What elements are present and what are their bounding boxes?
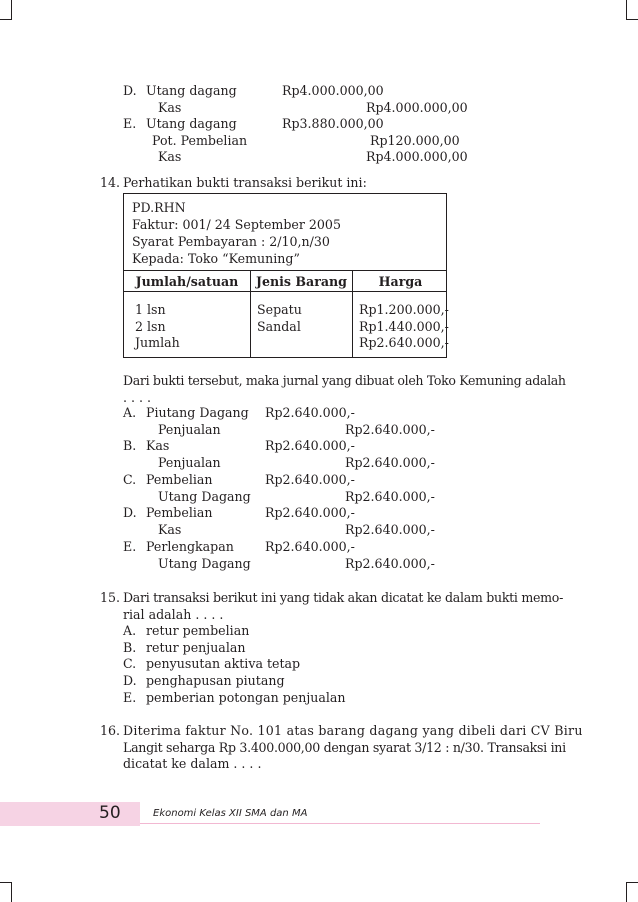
q14-d-credit-amount: Rp2.640.000,- [345, 522, 435, 537]
invoice-row-qty: 2 lsn [135, 319, 166, 334]
q14-stem-line1: Dari bukti tersebut, maka jurnal yang dibuat oleh Toko Kemuning adalah [123, 373, 566, 388]
q14-b-letter: B. [123, 438, 137, 453]
invoice-row-qty: 1 lsn [135, 302, 166, 317]
invoice-header-price: Harga [378, 274, 423, 289]
invoice-row-price: Rp1.200.000,- [359, 302, 449, 317]
crop-mark-bottom-left-h [0, 882, 12, 883]
invoice-header-top-rule [124, 270, 446, 271]
q14-a-credit-amount: Rp2.640.000,- [345, 422, 435, 437]
q13-d-credit-account: Kas [158, 100, 182, 115]
q14-b-credit: Penjualan [158, 455, 221, 470]
q16-question-line1: Diterima faktur No. 101 atas barang dagang yang dibeli dari CV Biru [123, 723, 583, 738]
invoice-total-price: Rp2.640.000,- [359, 335, 449, 350]
crop-mark-bottom-left-v [11, 882, 12, 902]
invoice-header-qty: Jumlah/satuan [135, 274, 239, 289]
crop-mark-top-right-v [626, 0, 627, 20]
invoice-payment-terms: Syarat Pembayaran : 2/10,n/30 [132, 234, 330, 249]
q13-e-letter: E. [123, 116, 137, 131]
invoice-faktur: Faktur: 001/ 24 September 2005 [132, 217, 341, 232]
q13-e-credit1-account: Pot. Pembelian [152, 133, 248, 148]
q13-e-credit1-amount: Rp120.000,00 [370, 133, 460, 148]
q14-a-credit: Penjualan [158, 422, 221, 437]
q14-b-credit-amount: Rp2.640.000,- [345, 455, 435, 470]
crop-mark-bottom-right-v [626, 882, 627, 902]
q13-d-credit-amount: Rp4.000.000,00 [366, 100, 468, 115]
q13-d-debit-account: Utang dagang [146, 83, 237, 98]
crop-mark-bottom-right-h [626, 882, 638, 883]
q14-e-credit: Utang Dagang [158, 556, 251, 571]
q14-d-letter: D. [123, 505, 137, 520]
q14-c-letter: C. [123, 472, 137, 487]
q13-e-credit2-amount: Rp4.000.000,00 [366, 149, 468, 164]
invoice-row-price: Rp1.440.000,- [359, 319, 449, 334]
q15-option-text: penghapusan piutang [146, 673, 285, 688]
q14-b-debit: Kas [146, 438, 170, 453]
crop-mark-top-left-v [11, 0, 12, 20]
q14-c-credit: Utang Dagang [158, 489, 251, 504]
q14-c-debit-amount: Rp2.640.000,- [265, 472, 355, 487]
invoice-row-item: Sandal [257, 319, 301, 334]
q15-option-text: pemberian potongan penjualan [146, 690, 346, 705]
invoice-header-bottom-rule [124, 291, 446, 292]
q14-e-letter: E. [123, 539, 137, 554]
q13-d-debit-amount: Rp4.000.000,00 [282, 83, 384, 98]
q14-b-debit-amount: Rp2.640.000,- [265, 438, 355, 453]
q14-d-credit: Kas [158, 522, 182, 537]
q14-stem-line2: . . . . [123, 390, 152, 405]
invoice-total-label: Jumlah [135, 335, 180, 350]
q15-option-text: retur penjualan [146, 640, 246, 655]
q13-e-credit2-account: Kas [158, 149, 182, 164]
footer-rule [140, 823, 540, 824]
q14-number: 14. [100, 175, 121, 190]
q15-option-letter: A. [123, 623, 137, 638]
q16-question-line3: dicatat ke dalam . . . . [123, 756, 262, 771]
q13-d-letter: D. [123, 83, 137, 98]
invoice-header-item: Jenis Barang [256, 274, 347, 289]
q14-e-debit-amount: Rp2.640.000,- [265, 539, 355, 554]
crop-mark-top-left-h [0, 19, 12, 20]
q14-d-debit: Pembelian [146, 505, 213, 520]
q16-question-line2: Langit seharga Rp 3.400.000,00 dengan syarat 3/12 : n/30. Transaksi ini [123, 740, 566, 755]
q13-e-debit-account: Utang dagang [146, 116, 237, 131]
q14-a-letter: A. [123, 405, 137, 420]
crop-mark-top-right-h [626, 19, 638, 20]
q16-number: 16. [100, 723, 121, 738]
q14-a-debit-amount: Rp2.640.000,- [265, 405, 355, 420]
q14-e-credit-amount: Rp2.640.000,- [345, 556, 435, 571]
q14-e-debit: Perlengkapan [146, 539, 234, 554]
q15-option-letter: E. [123, 690, 137, 705]
q13-e-debit-amount: Rp3.880.000,00 [282, 116, 384, 131]
q15-number: 15. [100, 590, 121, 605]
invoice-box [123, 193, 447, 358]
q15-option-letter: C. [123, 656, 137, 671]
invoice-company: PD.RHN [132, 200, 186, 215]
q15-option-letter: B. [123, 640, 137, 655]
q14-c-debit: Pembelian [146, 472, 213, 487]
q14-a-debit: Piutang Dagang [146, 405, 249, 420]
page-number: 50 [99, 803, 121, 823]
q15-question-line2: rial adalah . . . . [123, 607, 224, 622]
footer-book-title: Ekonomi Kelas XII SMA dan MA [153, 808, 308, 819]
invoice-row-item: Sepatu [257, 302, 302, 317]
q15-option-text: retur pembelian [146, 623, 250, 638]
q14-d-debit-amount: Rp2.640.000,- [265, 505, 355, 520]
q15-option-letter: D. [123, 673, 137, 688]
q14-question: Perhatikan bukti transaksi berikut ini: [123, 175, 367, 190]
q15-question-line1: Dari transaksi berikut ini yang tidak akan dicatat ke dalam bukti memo- [123, 590, 564, 605]
q15-option-text: penyusutan aktiva tetap [146, 656, 301, 671]
invoice-recipient: Kepada: Toko “Kemuning” [132, 251, 300, 266]
q14-c-credit-amount: Rp2.640.000,- [345, 489, 435, 504]
